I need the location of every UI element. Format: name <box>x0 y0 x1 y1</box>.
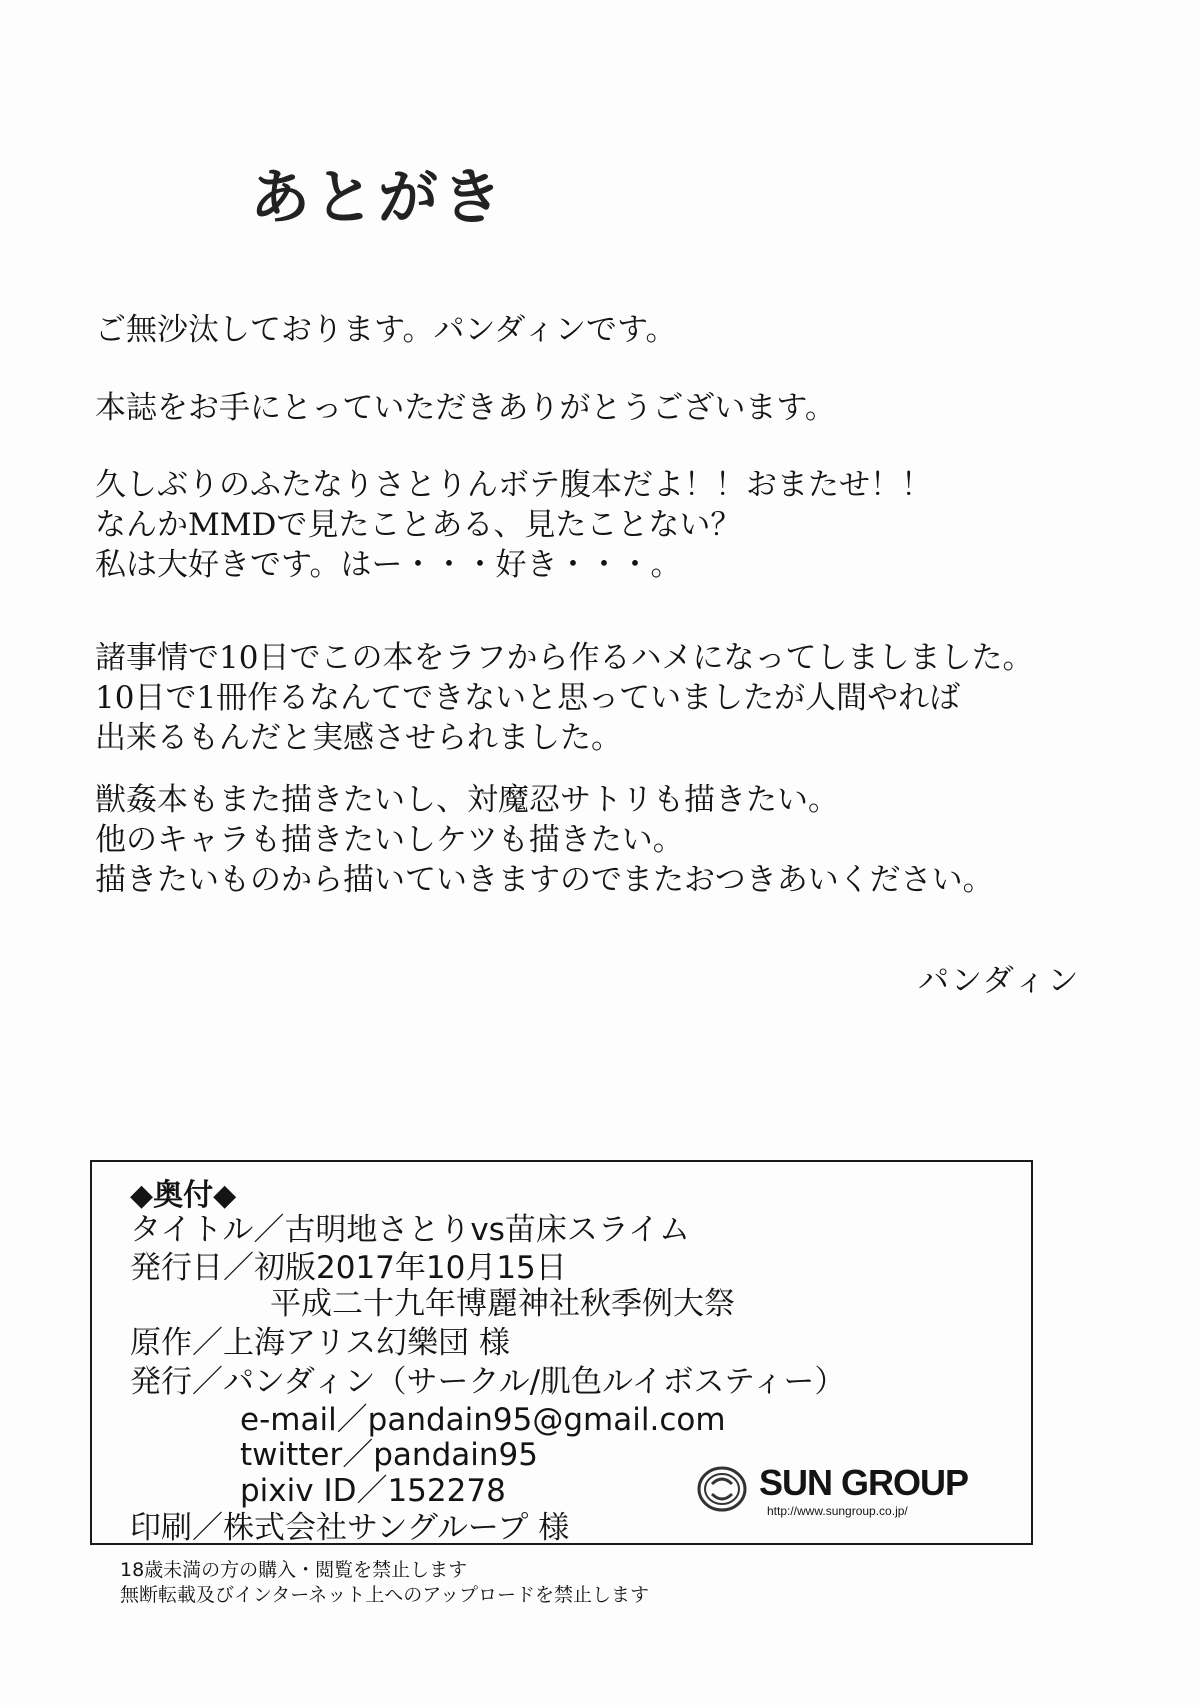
afterword-title: あとがき <box>250 163 506 233</box>
colophon-event: 平成二十九年博麗神社秋季例大祭 <box>270 1286 735 1322</box>
afterword-paragraph-4 <box>95 638 1095 758</box>
afterword-line: 諸事情で10日でこの本をラフから作るハメになってしましました。 <box>95 640 1034 676</box>
printer-logo-url: http://www.sungroup.co.jp/ <box>767 1504 908 1518</box>
afterword-line: 久しぶりのふたなりさとりんボテ腹本だよ！！おまたせ！！ <box>95 467 932 503</box>
colophon-title: タイトル／古明地さとりvs苗床スライム <box>130 1212 690 1248</box>
afterword-paragraph-5 <box>95 780 1095 900</box>
colophon-twitter: twitter／pandain95 <box>240 1437 538 1473</box>
author-signature: パンダィン <box>918 963 1081 999</box>
afterword-line: なんかMMDで見たことある、見たことない？ <box>95 507 742 543</box>
sun-group-logo-icon <box>697 1464 747 1514</box>
colophon-date: 発行日／初版2017年10月15日 <box>130 1250 567 1286</box>
afterword-line: 出来るもんだと実感させられました。 <box>95 720 622 756</box>
afterword-line: 他のキャラも描きたいしケツも描きたい。 <box>95 822 684 858</box>
colophon-heading: ◆奥付◆ <box>130 1178 237 1213</box>
age-restriction-notice: 18歳未満の方の購入・閲覧を禁止します <box>120 1559 468 1581</box>
afterword-line: 私は大好きです。はー・・・好き・・・。 <box>95 547 682 583</box>
afterword-paragraph-1 <box>95 310 1095 350</box>
afterword-line: ご無沙汰しております。パンダィンです。 <box>95 312 677 348</box>
afterword-paragraph-2 <box>95 388 1095 428</box>
afterword-line: 本誌をお手にとっていただきありがとうございます。 <box>95 390 836 426</box>
printer-logo <box>697 1460 997 1520</box>
colophon-pixiv: pixiv ID／152278 <box>240 1473 506 1509</box>
colophon-publisher: 発行／パンダィン（サークル/肌色ルイボスティー） <box>130 1364 846 1400</box>
reproduction-notice: 無断転載及びインターネット上へのアップロードを禁止します <box>120 1584 649 1606</box>
colophon-box <box>90 1160 1033 1545</box>
afterword-line: 10日で1冊作るなんてできないと思っていましたが人間やれば <box>95 680 961 716</box>
afterword-line: 描きたいものから描いていきますのでまたおつきあいください。 <box>95 862 994 898</box>
printer-logo-name: SUN GROUP <box>759 1462 969 1503</box>
colophon-email: e-mail／pandain95@gmail.com <box>240 1402 726 1438</box>
afterword-line: 獣姦本もまた描きたいし、対魔忍サトリも描きたい。 <box>95 782 839 818</box>
colophon-printer: 印刷／株式会社サングループ 様 <box>130 1510 570 1546</box>
afterword-paragraph-3 <box>95 465 1095 585</box>
colophon-original: 原作／上海アリス幻樂団 様 <box>130 1325 510 1361</box>
